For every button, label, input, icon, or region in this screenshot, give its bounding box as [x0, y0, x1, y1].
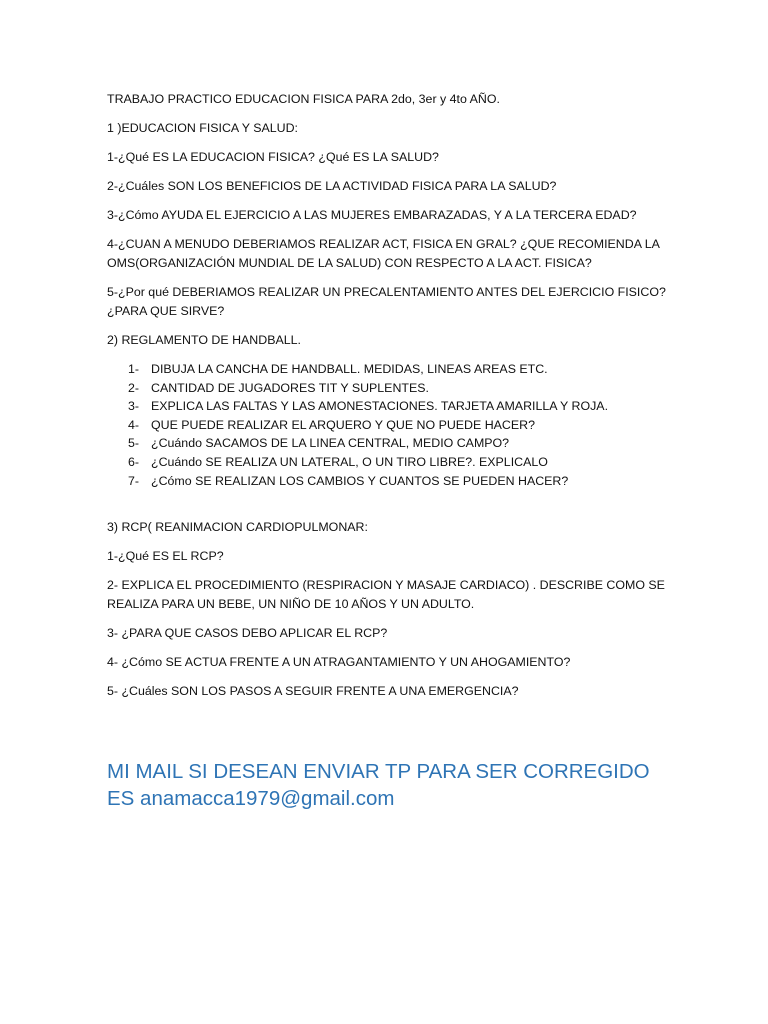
blank-line — [107, 490, 677, 518]
document-body — [107, 90, 677, 711]
list-item — [107, 416, 677, 435]
list-item-number: 4- — [128, 417, 140, 432]
list-item — [107, 379, 677, 398]
section3-question-4: 4- ¿Cómo SE ACTUA FRENTE A UN ATRAGANTAMIENTO Y UN AHOGAMIENTO? — [107, 655, 571, 670]
list-item — [107, 472, 677, 491]
list-item-text: ¿Cómo SE REALIZAN LOS CAMBIOS Y CUANTOS SE PUEDEN HACER? — [151, 473, 569, 488]
mail-note-line-1: MI MAIL SI DESEAN ENVIAR TP PARA SER CORREGIDO — [107, 760, 650, 783]
list-item-number: 1- — [128, 361, 140, 376]
list-item-number: 5- — [128, 436, 140, 451]
section1-question-4: 4-¿CUAN A MENUDO DEBERIAMOS REALIZAR ACT, FISICA EN GRAL? ¿QUE RECOMIENDA LA OMS(ORGANIZACIÓN MUNDIAL DE LA SALUD) CON RESPECTO A LA ACT. FISICA? — [107, 237, 660, 271]
list-item-number: 6- — [128, 454, 140, 469]
list-item-text: QUE PUEDE REALIZAR EL ARQUERO Y QUE NO PUEDE HACER? — [151, 417, 535, 432]
list-item-number: 3- — [128, 399, 140, 414]
section2-heading: 2) REGLAMENTO DE HANDBALL. — [107, 332, 301, 347]
document-title: TRABAJO PRACTICO EDUCACION FISICA PARA 2do, 3er y 4to AÑO. — [107, 92, 500, 106]
section1-question-3: 3-¿Cómo AYUDA EL EJERCICIO A LAS MUJERES EMBARAZADAS, Y A LA TERCERA EDAD? — [107, 208, 637, 223]
list-item — [107, 434, 677, 453]
section1-heading: 1 )EDUCACION FISICA Y SALUD: — [107, 121, 298, 136]
list-item-text: ¿Cuándo SACAMOS DE LA LINEA CENTRAL, MEDIO CAMPO? — [151, 436, 510, 451]
list-item — [107, 360, 677, 379]
section3-question-2: 2- EXPLICA EL PROCEDIMIENTO (RESPIRACION Y MASAJE CARDIACO) . DESCRIBE COMO SE REALIZA PARA UN BEBE, UN NIÑO DE 10 AÑOS Y UN ADULTO. — [107, 578, 665, 611]
section3-heading: 3) RCP( REANIMACION CARDIOPULMONAR: — [107, 520, 368, 535]
list-item — [107, 453, 677, 472]
list-item-text: CANTIDAD DE JUGADORES TIT Y SUPLENTES. — [151, 380, 429, 395]
handball-question-list — [107, 360, 677, 490]
section3-question-5: 5- ¿Cuáles SON LOS PASOS A SEGUIR FRENTE A UNA EMERGENCIA? — [107, 684, 519, 699]
list-item — [107, 397, 677, 416]
section1-question-2: 2-¿Cuáles SON LOS BENEFICIOS DE LA ACTIVIDAD FISICA PARA LA SALUD? — [107, 179, 557, 194]
section1-question-5: 5-¿Por qué DEBERIAMOS REALIZAR UN PRECALENTAMIENTO ANTES DEL EJERCICIO FISICO? ¿PARA QUE SIRVE? — [107, 285, 666, 318]
list-item-text: EXPLICA LAS FALTAS Y LAS AMONESTACIONES. TARJETA AMARILLA Y ROJA. — [151, 399, 609, 414]
list-item-text: ¿Cuándo SE REALIZA UN LATERAL, O UN TIRO LIBRE?. EXPLICALO — [151, 454, 548, 469]
section3-question-1: 1-¿Qué ES EL RCP? — [107, 549, 224, 564]
section1-question-1: 1-¿Qué ES LA EDUCACION FISICA? ¿Qué ES LA SALUD? — [107, 150, 439, 165]
list-item-number: 7- — [128, 473, 140, 488]
section3-question-3: 3- ¿PARA QUE CASOS DEBO APLICAR EL RCP? — [107, 625, 388, 640]
mail-note-line-2: ES anamacca1979@gmail.com — [107, 787, 395, 810]
list-item-text: DIBUJA LA CANCHA DE HANDBALL. MEDIDAS, LINEAS AREAS ETC. — [151, 361, 548, 376]
contact-mail-note — [107, 758, 707, 812]
list-item-number: 2- — [128, 380, 140, 395]
